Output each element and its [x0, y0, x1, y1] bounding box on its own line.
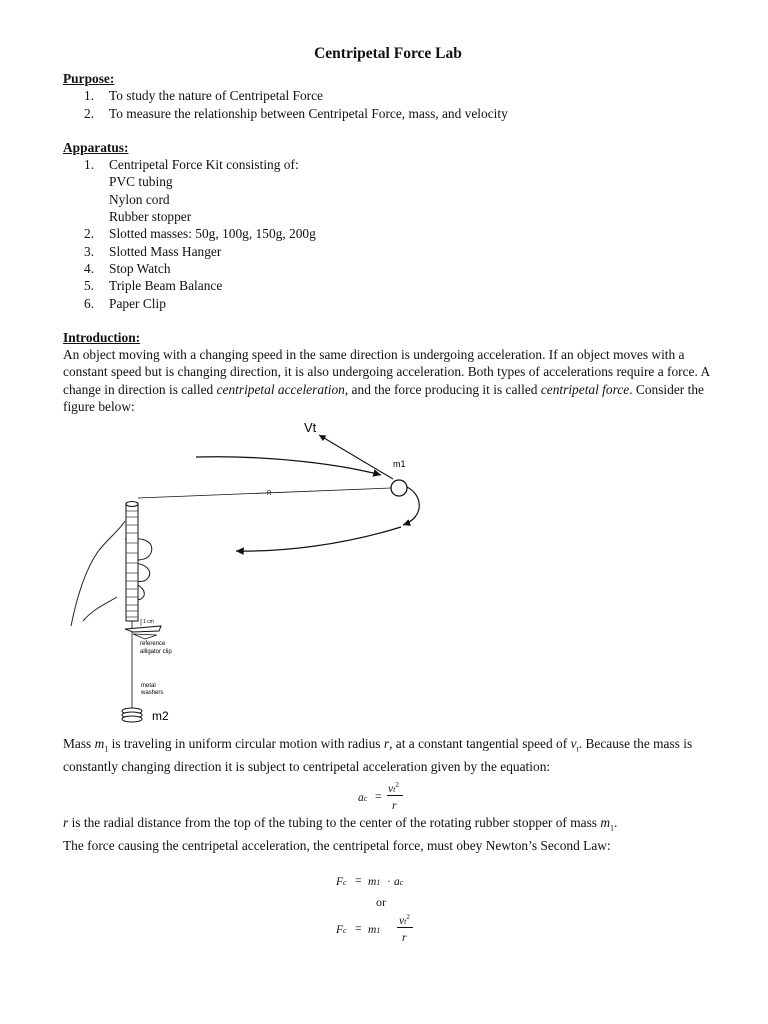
orbit-arrow-upper — [196, 457, 381, 475]
mass-m1-label: m1 — [393, 459, 406, 470]
list-item: 5. Triple Beam Balance — [84, 278, 223, 294]
centripetal-acceleration-equation: ac = $vt^2$ r — [63, 776, 713, 814]
document-page — [63, 44, 713, 944]
pvc-tube — [126, 503, 138, 621]
list-item: 1. To study the nature of Centripetal Force — [84, 88, 323, 104]
introduction-heading: Introduction: — [63, 329, 141, 345]
list-item: 1. Centripetal Force Kit consisting of: — [84, 157, 299, 173]
clip-label-line2: alligator clip — [140, 649, 172, 656]
velocity-vector-arrow — [319, 435, 393, 479]
one-cm-label: 1 cm — [143, 619, 154, 626]
list-item: 6. Paper Clip — [84, 295, 166, 311]
kit-part: Rubber stopper — [109, 209, 192, 225]
radius-label: R — [267, 491, 272, 498]
uniform-motion-paragraph: Mass $m_1$ is traveling in uniform circular motion with radius r, at a constant tangential speed of $v_t$. Because the mass is constantly changing direction it is subject to centripetal acceleration given by the equation: — [63, 736, 693, 775]
list-item: 4. Stop Watch — [84, 260, 171, 276]
purpose-heading: Purpose: — [63, 71, 115, 86]
apparatus-heading: Apparatus: — [63, 139, 129, 155]
kit-part: PVC tubing — [109, 174, 173, 190]
page-title: Centripetal Force Lab — [314, 45, 462, 62]
washers-label-line1: metal — [141, 683, 156, 690]
purpose-list — [63, 87, 713, 122]
radial-distance-paragraph: r is the radial distance from the top of the tubing to the center of the rotating rubber stopper of mass $m_1$. The force causing the centripetal acceleration, the centripetal force, must obey Newton’s Second Law: — [63, 814, 618, 853]
mass-m2-label: m2 — [152, 709, 169, 724]
apparatus-list — [63, 156, 713, 312]
nylon-cord — [138, 488, 391, 498]
introduction-paragraph: An object moving with a changing speed in the same direction is undergoing acceleration. If an object moves with a constant speed but is changing direction, it is also undergoing acceleration. Both types of accelerations require a force. A change in direction is called centripetal acceleration, and the force producing it is called centripetal force. Consider the figure below: — [63, 347, 710, 415]
newton-second-law-equation: Fc = m1 · ac or Fc = m1 $vt^2$ r — [63, 864, 713, 940]
washers-label-line2: washers — [141, 690, 164, 697]
list-item: 2. Slotted masses: 50g, 100g, 150g, 200g — [84, 226, 316, 242]
list-item: 3. Slotted Mass Hanger — [84, 243, 222, 259]
or-text: or — [376, 894, 386, 909]
alligator-clip — [125, 626, 161, 632]
orbit-arrow-lower — [236, 527, 401, 551]
hand-outline — [71, 521, 125, 626]
list-item: 2. To measure the relationship between Centripetal Force, mass, and velocity — [84, 105, 508, 121]
kit-part: Nylon cord — [109, 191, 170, 207]
velocity-label: Vt — [304, 421, 317, 436]
rubber-stopper — [391, 480, 407, 496]
centripetal-apparatus-figure — [63, 421, 463, 733]
metal-washers — [122, 708, 142, 722]
clip-label-line1: reference — [140, 641, 166, 648]
